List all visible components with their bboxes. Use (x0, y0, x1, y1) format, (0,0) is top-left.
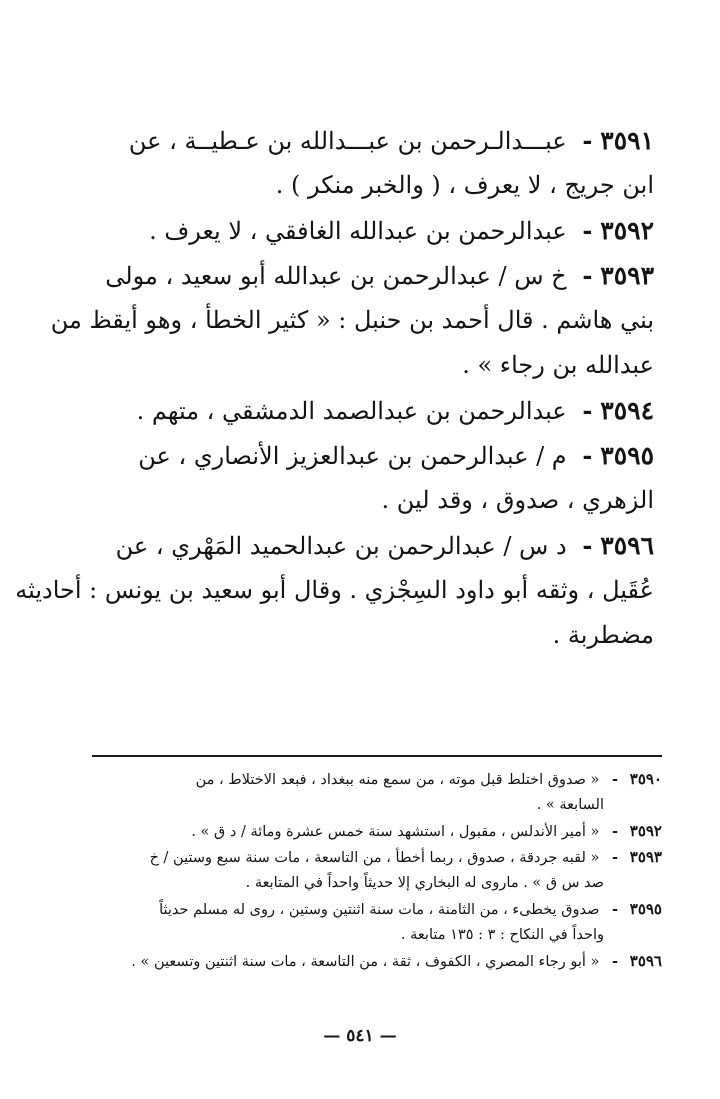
entry-3596-line-3 (92, 613, 654, 658)
footnote-number: ٣٥٩٣ (629, 848, 662, 866)
footnote-number: ٣٥٩٢ (629, 822, 662, 840)
entry-3596-line-1 (92, 523, 654, 568)
entry-number: ٣٥٩١ (600, 126, 654, 155)
entry-text: ابن جريج ، لا يعرف ، ( والخبر منكر ) . (275, 171, 654, 199)
entry-text: الزهري ، صدوق ، وقد لين . (381, 486, 654, 514)
main-text (15, 118, 654, 658)
footnote-number: ٣٥٩٦ (629, 952, 662, 970)
page-number: — ٥٤١ — (323, 1026, 397, 1046)
entry-dash: - (582, 216, 593, 245)
entry-3593-line-3 (92, 343, 654, 388)
entry-3596-line-2 (15, 568, 654, 613)
entry-dash: - (582, 126, 593, 155)
entry-3594-line-1 (92, 388, 654, 433)
footnote-text: واحداً في النكاح : ٣ : ١٣٥ متابعة . (400, 927, 604, 943)
entry-text: عُقَيل ، وثقه أبو داود السِجْزي . وقال أبو سعيد بن يونس : أحاديثه (15, 576, 654, 604)
footnote-text: صد س ق » . ماروى له البخاري إلا حديثاً واحداً في المتابعة . (245, 875, 604, 891)
entry-text: خ س / عبدالرحمن بن عبدالله أبو سعيد ، مولى (105, 262, 567, 290)
footnote-3593-line-1 (92, 844, 662, 870)
footnote-number: ٣٥٩٠ (629, 770, 662, 788)
footnote-text: صدوق يخطىء ، من الثامنة ، مات سنة اثنتين وستين ، روى له مسلم حديثاً (159, 902, 600, 918)
entry-dash: - (582, 396, 593, 425)
entry-3595-line-1 (92, 433, 654, 478)
entry-text: عبدالرحمن بن عبدالصمد الدمشقي ، متهم . (136, 397, 567, 425)
footnote-3596-line-1 (92, 948, 662, 974)
entry-number: ٣٥٩٥ (600, 441, 654, 470)
footnote-divider (92, 755, 662, 757)
footnote-dash: - (611, 849, 618, 866)
entry-text: مضطربة . (552, 621, 654, 649)
entry-dash: - (582, 261, 593, 290)
footnote-3595-line-2 (92, 922, 662, 948)
entry-3591-line-2 (92, 163, 654, 208)
footnote-text: « أبو رجاء المصري ، الكفوف ، ثقة ، من التاسعة ، مات سنة اثنتين وتسعين » . (131, 954, 600, 970)
entry-text: بني هاشم . قال أحمد بن حنبل : « كثير الخطأ ، وهو أيقظ من (50, 306, 654, 334)
footnote-dash: - (611, 771, 618, 788)
footnote-dash: - (611, 953, 618, 970)
entry-text: عبدالله بن رجاء » . (462, 351, 654, 379)
footnote-3593-line-2 (92, 870, 662, 896)
entry-dash: - (582, 531, 593, 560)
entry-3593-line-1 (92, 253, 654, 298)
footnote-3590-line-1 (92, 766, 662, 792)
footnote-text: السابعة » . (536, 797, 604, 813)
entry-3591-line-1 (92, 118, 654, 163)
entry-3595-line-2 (92, 478, 654, 523)
entry-text: د س / عبدالرحمن بن عبدالحميد المَهْري ، عن (115, 532, 567, 560)
footnote-text: « أمير الأندلس ، مقبول ، استشهد سنة خمس عشرة ومائة / د ق » . (191, 824, 600, 840)
entry-3592-line-1 (92, 208, 654, 253)
entry-dash: - (582, 441, 593, 470)
footnote-number: ٣٥٩٥ (629, 900, 662, 918)
entry-number: ٣٥٩٦ (600, 531, 654, 560)
footnote-3590-line-2 (92, 792, 662, 818)
footnote-text: « صدوق اختلط قبل موته ، من سمع منه ببغداد ، فبعد الاختلاط ، من (195, 772, 600, 788)
footnote-dash: - (611, 901, 618, 918)
footnote-text: « لقبه جردقة ، صدوق ، ربما أخطأ ، من التاسعة ، مات سنة سبع وستين / خ (149, 850, 600, 866)
footnotes (92, 766, 662, 974)
entry-text: م / عبدالرحمن بن عبدالعزيز الأنصاري ، عن (138, 442, 567, 470)
entry-number: ٣٥٩٣ (600, 261, 654, 290)
footnote-dash: - (611, 823, 618, 840)
entry-number: ٣٥٩٤ (600, 396, 654, 425)
entry-text: عبـــدالـرحمن بن عبـــدالله بن عـطيــة ، عن (128, 127, 567, 155)
entry-text: عبدالرحمن بن عبدالله الغافقي ، لا يعرف . (149, 217, 567, 245)
footnote-3592-line-1 (92, 818, 662, 844)
footnote-3595-line-1 (92, 896, 662, 922)
entry-3593-line-2 (50, 298, 654, 343)
entry-number: ٣٥٩٢ (600, 216, 654, 245)
